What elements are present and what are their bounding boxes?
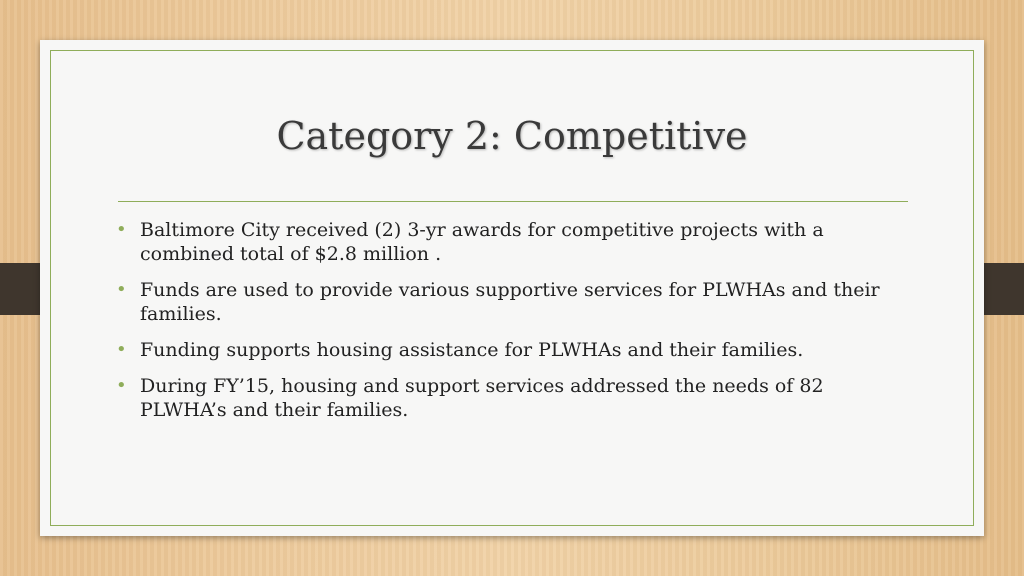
bullet-list: [116, 218, 916, 434]
bullet-icon: •: [116, 339, 127, 360]
bullet-text: Baltimore City received (2) 3-yr awards for competitive projects with a combined total of $2.8 million .: [140, 219, 824, 265]
bullet-text: Funds are used to provide various supportive services for PLWHAs and their families.: [140, 279, 880, 325]
bullet-icon: •: [116, 375, 127, 396]
bullet-text: Funding supports housing assistance for PLWHAs and their families.: [140, 339, 804, 361]
slide-title: Category 2: Competitive: [276, 114, 748, 158]
bullet-item: [116, 278, 916, 326]
right-side-tab: [978, 263, 1024, 315]
bullet-item: [116, 218, 916, 266]
slide-card: [40, 40, 984, 536]
bullet-item: [116, 374, 916, 422]
bullet-icon: •: [116, 219, 127, 240]
bullet-item: [116, 338, 916, 362]
bullet-text: During FY’15, housing and support services addressed the needs of 82 PLWHA’s and their families.: [140, 375, 824, 421]
bullet-icon: •: [116, 279, 127, 300]
title-divider: [118, 201, 908, 202]
